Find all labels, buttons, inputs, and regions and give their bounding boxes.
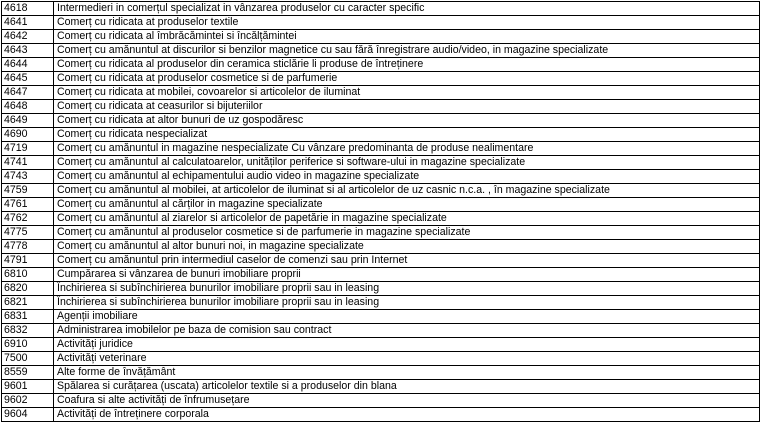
table-row bbox=[2, 296, 760, 310]
activity-description-cell: Administrarea imobilelor pe baza de comision sau contract bbox=[54, 324, 760, 338]
caen-code-cell: 6820 bbox=[2, 282, 54, 296]
caen-code-cell: 4644 bbox=[2, 58, 54, 72]
table-row bbox=[2, 380, 760, 394]
caen-codes-sheet bbox=[1, 1, 759, 422]
caen-code-cell: 4759 bbox=[2, 184, 54, 198]
activity-description-cell: Activități de întreținere corporala bbox=[54, 408, 760, 422]
caen-code-cell: 4618 bbox=[2, 2, 54, 16]
table-row bbox=[2, 100, 760, 114]
table-row bbox=[2, 86, 760, 100]
caen-code-cell: 8559 bbox=[2, 366, 54, 380]
caen-code-cell: 7500 bbox=[2, 352, 54, 366]
caen-code-cell: 6831 bbox=[2, 310, 54, 324]
activity-description-cell: Comerț cu ridicata at produselor cosmetice si de parfumerie bbox=[54, 72, 760, 86]
caen-codes-table-body bbox=[2, 2, 760, 422]
activity-description-cell: Comerț cu ridicata at mobilei, covoarelor si articolelor de iluminat bbox=[54, 86, 760, 100]
activity-description-cell: Comerț cu amănuntul al echipamentului audio video in magazine specializate bbox=[54, 170, 760, 184]
caen-code-cell: 4762 bbox=[2, 212, 54, 226]
activity-description-cell: Comerț cu amănuntul al cărților in magazine specializate bbox=[54, 198, 760, 212]
table-row bbox=[2, 366, 760, 380]
activity-description-cell: Închirierea si subînchirierea bunurilor imobiliare proprii sau in leasing bbox=[54, 282, 760, 296]
table-row bbox=[2, 268, 760, 282]
caen-code-cell: 6810 bbox=[2, 268, 54, 282]
caen-codes-table bbox=[1, 1, 760, 422]
activity-description-cell: Comerț cu amănuntul al mobilei, at articolelor de iluminat si al articolelor de uz casnic n.c.a. , în magazine specializate bbox=[54, 184, 760, 198]
caen-code-cell: 4648 bbox=[2, 100, 54, 114]
caen-code-cell: 4761 bbox=[2, 198, 54, 212]
activity-description-cell: Activități veterinare bbox=[54, 352, 760, 366]
activity-description-cell: Intermedieri in comerțul specializat in vânzarea produselor cu caracter specific bbox=[54, 2, 760, 16]
table-row bbox=[2, 240, 760, 254]
table-row bbox=[2, 170, 760, 184]
caen-code-cell: 6832 bbox=[2, 324, 54, 338]
caen-code-cell: 6821 bbox=[2, 296, 54, 310]
caen-code-cell: 9604 bbox=[2, 408, 54, 422]
table-row bbox=[2, 212, 760, 226]
caen-code-cell: 4690 bbox=[2, 128, 54, 142]
activity-description-cell: Comerț cu amănuntul al altor bunuri noi, in magazine specializate bbox=[54, 240, 760, 254]
table-row bbox=[2, 394, 760, 408]
activity-description-cell: Închirierea si subînchirierea bunurilor imobiliare proprii sau in leasing bbox=[54, 296, 760, 310]
table-row bbox=[2, 142, 760, 156]
activity-description-cell: Alte forme de învățământ bbox=[54, 366, 760, 380]
table-row bbox=[2, 198, 760, 212]
activity-description-cell: Comerț cu ridicata al produselor din ceramica sticlărie li produse de întreținere bbox=[54, 58, 760, 72]
caen-code-cell: 4719 bbox=[2, 142, 54, 156]
caen-code-cell: 4775 bbox=[2, 226, 54, 240]
activity-description-cell: Comerț cu ridicata at altor bunuri de uz gospodăresc bbox=[54, 114, 760, 128]
activity-description-cell: Comerț cu ridicata al îmbrăcămintei si încălțămintei bbox=[54, 30, 760, 44]
table-row bbox=[2, 114, 760, 128]
table-row bbox=[2, 2, 760, 16]
table-row bbox=[2, 128, 760, 142]
table-row bbox=[2, 16, 760, 30]
activity-description-cell: Comerț cu amănuntul al ziarelor si articolelor de papetărie in magazine specializate bbox=[54, 212, 760, 226]
caen-code-cell: 9601 bbox=[2, 380, 54, 394]
table-row bbox=[2, 282, 760, 296]
table-row bbox=[2, 324, 760, 338]
activity-description-cell: Comerț cu amănuntul at discurilor si benzilor magnetice cu sau fără înregistrare audio/video, in magazine specializate bbox=[54, 44, 760, 58]
activity-description-cell: Comerț cu amănuntul in magazine nespecializate Cu vânzare predominanta de produse nealimentare bbox=[54, 142, 760, 156]
table-row bbox=[2, 254, 760, 268]
caen-code-cell: 4778 bbox=[2, 240, 54, 254]
caen-code-cell: 4741 bbox=[2, 156, 54, 170]
activity-description-cell: Activități juridice bbox=[54, 338, 760, 352]
activity-description-cell: Comerț cu amănuntul al produselor cosmetice si de parfumerie in magazine specializate bbox=[54, 226, 760, 240]
table-row bbox=[2, 58, 760, 72]
caen-code-cell: 4645 bbox=[2, 72, 54, 86]
caen-code-cell: 4643 bbox=[2, 44, 54, 58]
caen-code-cell: 4649 bbox=[2, 114, 54, 128]
table-row bbox=[2, 184, 760, 198]
table-row bbox=[2, 156, 760, 170]
table-row bbox=[2, 44, 760, 58]
activity-description-cell: Agenții imobiliare bbox=[54, 310, 760, 324]
activity-description-cell: Comerț cu amănuntul prin intermediul caselor de comenzi sau prin Internet bbox=[54, 254, 760, 268]
table-row bbox=[2, 352, 760, 366]
activity-description-cell: Comerț cu amănuntul al calculatoarelor, unităților periferice si software-ului in magazine specializate bbox=[54, 156, 760, 170]
caen-code-cell: 6910 bbox=[2, 338, 54, 352]
activity-description-cell: Comerț cu ridicata nespecializat bbox=[54, 128, 760, 142]
activity-description-cell: Cumpărarea si vânzarea de bunuri imobiliare proprii bbox=[54, 268, 760, 282]
activity-description-cell: Comerț cu ridicata at produselor textile bbox=[54, 16, 760, 30]
table-row bbox=[2, 72, 760, 86]
table-row bbox=[2, 338, 760, 352]
caen-code-cell: 4647 bbox=[2, 86, 54, 100]
activity-description-cell: Spălarea si curățarea (uscata) articolelor textile si a produselor din blana bbox=[54, 380, 760, 394]
activity-description-cell: Coafura si alte activități de înfrumusețare bbox=[54, 394, 760, 408]
caen-code-cell: 4641 bbox=[2, 16, 54, 30]
table-row bbox=[2, 408, 760, 422]
activity-description-cell: Comerț cu ridicata at ceasurilor si bijuteriilor bbox=[54, 100, 760, 114]
caen-code-cell: 4791 bbox=[2, 254, 54, 268]
caen-code-cell: 4642 bbox=[2, 30, 54, 44]
caen-code-cell: 9602 bbox=[2, 394, 54, 408]
table-row bbox=[2, 226, 760, 240]
caen-code-cell: 4743 bbox=[2, 170, 54, 184]
table-row bbox=[2, 310, 760, 324]
table-row bbox=[2, 30, 760, 44]
